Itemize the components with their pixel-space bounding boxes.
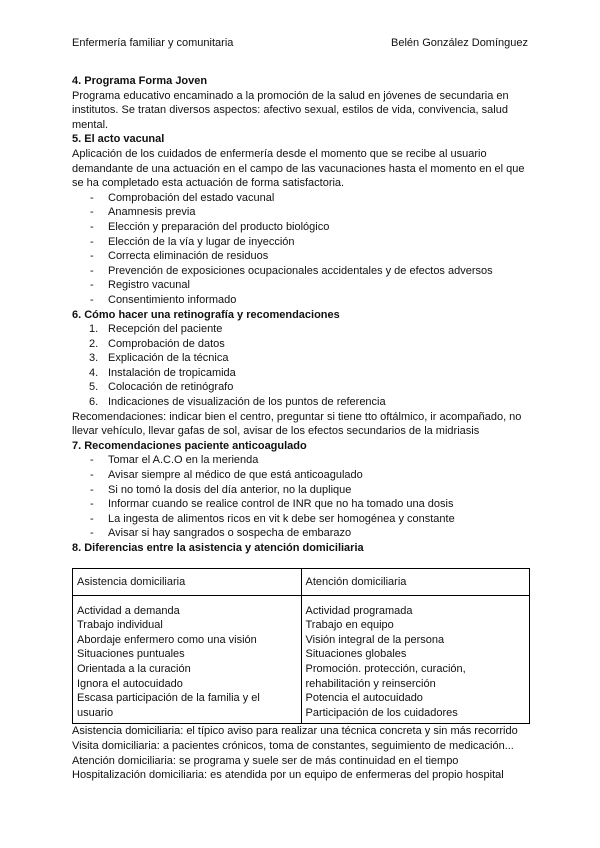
table-cell-atencion: [301, 595, 530, 724]
page-header: [72, 36, 528, 51]
table-cell-line: Situaciones globales: [305, 648, 407, 661]
list-item: - Si no tomó la dosis del día anterior, no la duplique: [90, 483, 352, 496]
table-cell-asistencia: [73, 595, 302, 724]
table-header-cell: Atención domiciliaria: [301, 568, 530, 595]
list-item: 2. Comprobación de datos: [89, 337, 225, 350]
section-4-title: 4. Programa Forma Joven: [72, 75, 208, 87]
table-cell-line: Actividad a demanda: [77, 604, 180, 617]
header-author: Belén González Domínguez: [391, 37, 528, 49]
section-6-recommendations: Recomendaciones: indicar bien el centro, preguntar si tiene tto oftálmico, ir acompañado, no llevar vehículo, llevar gafas de sol, avisar de los efectos secundarios de la midriasis: [72, 410, 522, 438]
note-line: Atención domiciliaria: se programa y suele ser de más continuidad en el tiempo: [72, 754, 459, 767]
table-cell-line: Promoción. protección, curación, rehabilitación y reinserción: [305, 662, 466, 690]
anticoagulant-recommendations-list: [72, 453, 530, 541]
section-5-text: Aplicación de los cuidados de enfermería desde el momento que se recibe al usuario demandante de una actuación en el campo de las vacunaciones hasta el momento en el que se ha completado esta actuación de forma satisfactoria.: [72, 147, 525, 190]
section-6-title: 6. Cómo hacer una retinografía y recomendaciones: [72, 308, 340, 321]
table-header-row: [73, 568, 530, 595]
note-line: Hospitalización domiciliaria: es atendida por un equipo de enfermeras del propio hospital: [72, 769, 504, 782]
vaccination-steps-list: [72, 191, 530, 308]
note-line: Visita domiciliaria: a pacientes crónicos, toma de constantes, seguimiento de medicación...: [72, 739, 514, 752]
list-item: - Avisar si hay sangrados o sospecha de embarazo: [90, 527, 352, 540]
list-item: - Tomar el A.C.O en la merienda: [90, 454, 259, 467]
table-cell-line: Abordaje enfermero como una visión: [77, 633, 257, 646]
table-row: [73, 595, 530, 724]
section-5-title: 5. El acto vacunal: [72, 133, 165, 146]
list-item: 5. Colocación de retinógrafo: [89, 381, 234, 394]
table-cell-line: Actividad programada: [305, 604, 413, 617]
list-item: - Prevención de exposiciones ocupacionales accidentales y de efectos adversos: [90, 264, 493, 277]
section-7-title: 7. Recomendaciones paciente anticoagulado: [72, 439, 307, 452]
table-cell-line: Participación de los cuidadores: [305, 706, 458, 719]
table-cell-line: Trabajo individual: [77, 619, 163, 632]
table-header-cell: Asistencia domiciliaria: [73, 568, 302, 595]
list-item: 6. Indicaciones de visualización de los puntos de referencia: [89, 396, 386, 409]
comparison-table: [72, 568, 530, 725]
table-cell-line: Trabajo en equipo: [305, 619, 394, 632]
list-item: - Consentimiento informado: [90, 293, 237, 306]
list-item: - Elección de la vía y lugar de inyección: [90, 235, 295, 248]
table-cell-line: Situaciones puntuales: [77, 648, 185, 661]
section-4-text: Programa educativo encaminado a la promoción de la salud en jóvenes de secundaria en institutos. Se tratan diversos aspectos: afectivo sexual, estilos de vida, convivencia, salud mental.: [72, 89, 509, 131]
page-content: [72, 74, 530, 783]
table-cell-line: Visión integral de la persona: [305, 633, 445, 646]
list-item: - Avisar siempre al médico de que está anticoagulado: [90, 469, 363, 482]
list-item: - Registro vacunal: [90, 279, 190, 292]
list-item: - Comprobación del estado vacunal: [90, 191, 275, 204]
list-item: - Correcta eliminación de residuos: [90, 250, 269, 263]
list-item: 1. Recepción del paciente: [89, 323, 223, 336]
list-item: - Informar cuando se realice control de INR que no ha tomado una dosis: [90, 498, 454, 511]
note-line: Asistencia domiciliaria: el típico aviso para realizar una técnica concreta y sin más recorrido: [72, 725, 518, 738]
table-cell-line: Ignora el autocuidado: [77, 677, 183, 690]
list-item: 4. Instalación de tropicamida: [89, 366, 236, 379]
table-cell-line: Escasa participación de la familia y el usuario: [77, 692, 260, 719]
list-item: - Anamnesis previa: [90, 206, 196, 219]
list-item: - La ingesta de alimentos ricos en vit k debe ser homogénea y constante: [90, 512, 455, 525]
table-cell-line: Orientada a la curación: [77, 662, 191, 675]
header-course-title: Enfermería familiar y comunitaria: [72, 37, 234, 49]
retinography-steps-list: [72, 322, 530, 410]
section-8-title: 8. Diferencias entre la asistencia y atención domiciliaria: [72, 542, 364, 554]
list-item: - Elección y preparación del producto biológico: [90, 220, 330, 233]
table-cell-line: Potencia el autocuidado: [305, 692, 423, 705]
list-item: 3. Explicación de la técnica: [89, 352, 229, 365]
